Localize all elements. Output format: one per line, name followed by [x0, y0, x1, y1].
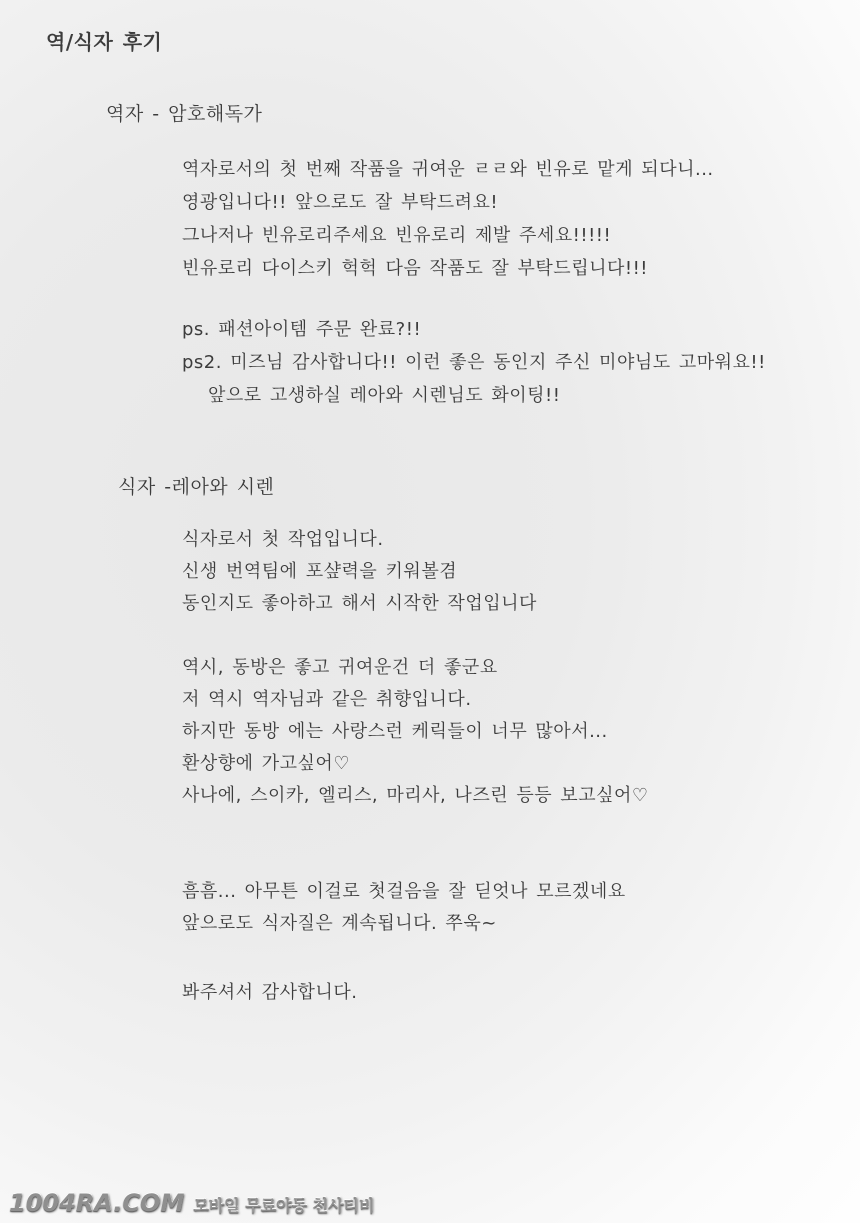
closing-thanks-line: 봐주셔서 감사합니다. — [182, 982, 358, 1003]
typesetter-outro-block — [182, 880, 626, 944]
afterword-line: 사나에, 스이카, 엘리스, 마리사, 나즈린 등등 보고싶어♡ — [182, 785, 649, 806]
afterword-line: 환상향에 가고싶어♡ — [182, 753, 350, 774]
afterword-line: 저 역시 역자님과 같은 취향입니다. — [182, 689, 472, 710]
watermark — [9, 1189, 374, 1217]
afterword-line: 영광입니다!! 앞으로도 잘 부탁드려요! — [182, 192, 499, 213]
afterword-line: 하지만 동방 에는 사랑스런 케릭들이 너무 많아서... — [182, 721, 608, 742]
watermark-site-name: 1004RA.COM — [9, 1189, 185, 1217]
typesetter-intro-block — [182, 528, 537, 624]
translator-postscript-block — [182, 318, 766, 417]
afterword-line: 동인지도 좋아하고 해서 시작한 작업입니다 — [182, 593, 537, 614]
translator-section-heading: 역자 - 암호해독가 — [106, 103, 263, 125]
typesetter-comment-block — [182, 656, 649, 816]
afterword-line: ps2. 미즈님 감사합니다!! 이런 좋은 동인지 주신 미야님도 고마워요!! — [182, 352, 766, 373]
afterword-line: 앞으로 고생하실 레아와 시렌님도 화이팅!! — [208, 385, 561, 406]
typesetter-section-heading: 식자 -레아와 시렌 — [118, 476, 275, 498]
afterword-line: 역시, 동방은 좋고 귀여운건 더 좋군요 — [182, 657, 498, 678]
afterword-line: ps. 패션아이템 주문 완료?!! — [182, 319, 422, 340]
afterword-line: 신생 번역팀에 포샾력을 키워볼겸 — [182, 561, 458, 582]
afterword-line: 식자로서 첫 작업입니다. — [182, 529, 384, 550]
afterword-line: 역자로서의 첫 번째 작품을 귀여운 ㄹㄹ와 빈유로 맡게 되다니... — [182, 159, 714, 180]
afterword-line: 빈유로리 다이스키 헉헉 다음 작품도 잘 부탁드립니다!!! — [182, 258, 649, 279]
afterword-line: 흠흠... 아무튼 이걸로 첫걸음을 잘 딛엇나 모르겠네요 — [182, 881, 626, 902]
watermark-tagline: 모바일 무료야동 천사티비 — [193, 1196, 375, 1215]
translator-comment-block — [182, 158, 714, 290]
afterword-line: 그나저나 빈유로리주세요 빈유로리 제발 주세요!!!!! — [182, 225, 612, 246]
afterword-line: 앞으로도 식자질은 계속됩니다. 쭈욱~ — [182, 913, 497, 934]
page-title: 역/식자 후기 — [46, 30, 163, 54]
